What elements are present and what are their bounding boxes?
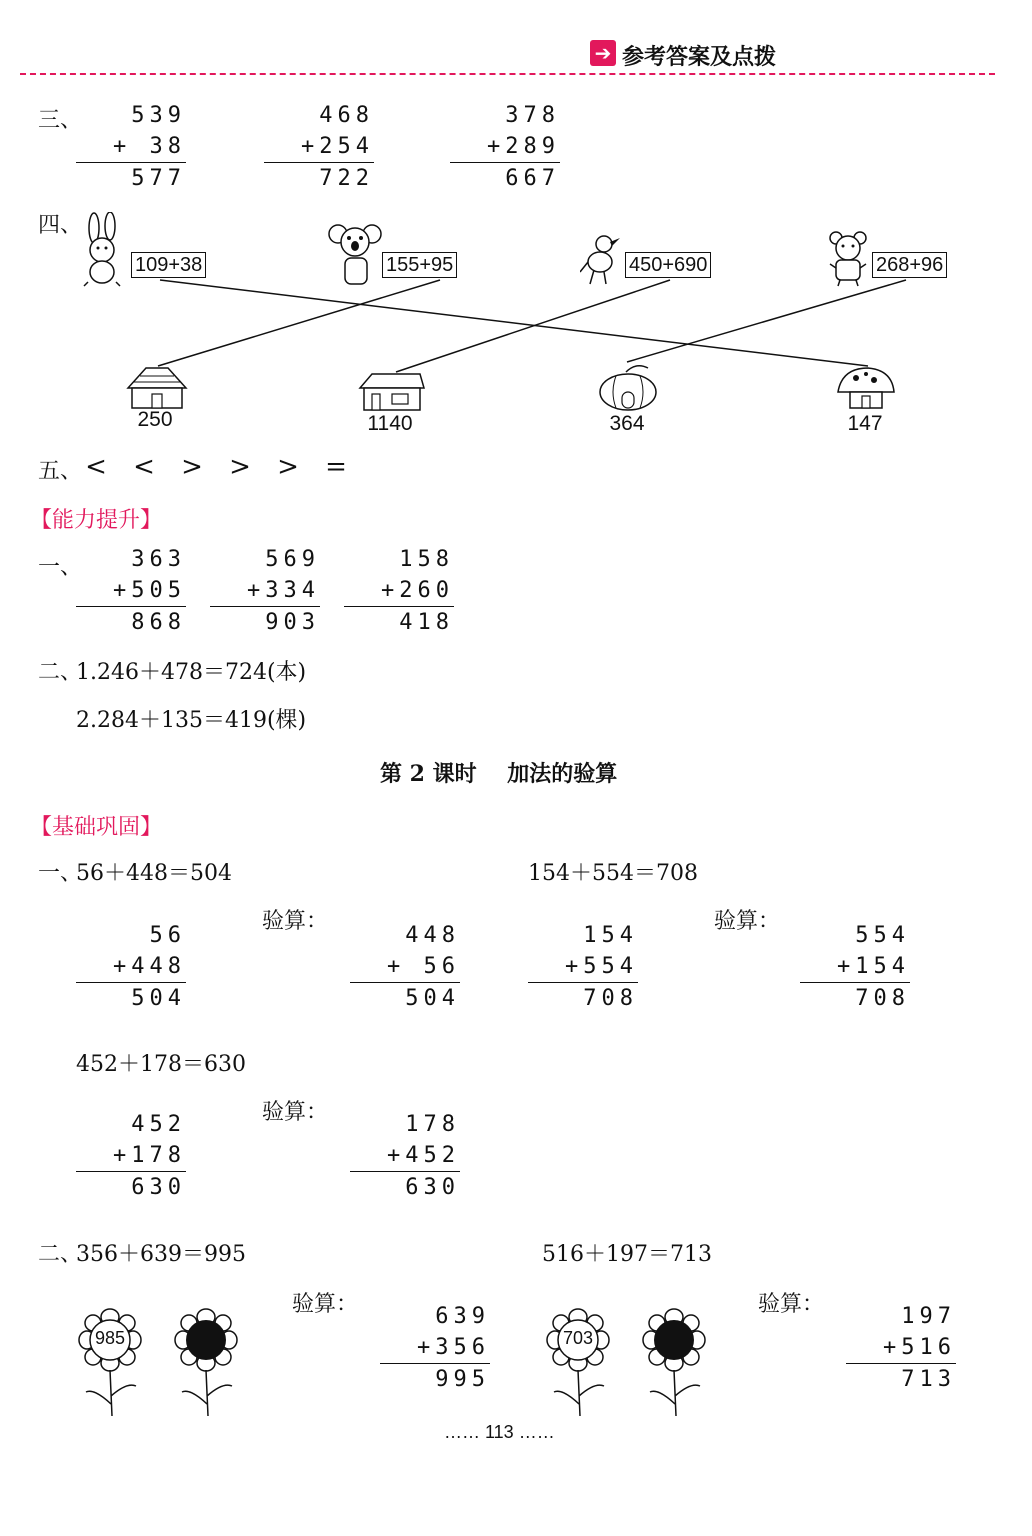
basic-q1-label: 一、 xyxy=(38,861,83,886)
equation: 452＋178＝630 xyxy=(76,1052,246,1077)
equation: 154＋554＝708 xyxy=(528,861,698,886)
vertical-addition: 448 + 56 504 xyxy=(350,920,460,1014)
vertical-addition: 158 +260 418 xyxy=(344,544,454,638)
header-divider xyxy=(20,73,995,75)
expr-card: 155+95 xyxy=(382,252,457,278)
rabbit-icon xyxy=(78,212,130,288)
basic-q2-label: 二、 xyxy=(38,1242,83,1267)
vertical-addition: 378 +289 667 xyxy=(450,100,560,194)
expr-card: 109+38 xyxy=(131,252,206,278)
page-number: …… 113 …… xyxy=(444,1422,555,1442)
section-heading-ability: 【能力提升】 xyxy=(30,508,163,533)
check-label: 验算： xyxy=(262,909,329,934)
koala-icon xyxy=(328,220,384,288)
lesson-title: 第 2 课时 加法的验算 xyxy=(380,761,618,787)
vertical-addition: 452 +178 630 xyxy=(76,1109,186,1203)
house-icon xyxy=(124,364,190,412)
q3-label: 三、 xyxy=(38,108,83,133)
header-title: 参考答案及点拨 xyxy=(622,45,777,70)
section-heading-basic: 【基础巩固】 xyxy=(30,815,163,840)
vertical-addition: 468 +254 722 xyxy=(264,100,374,194)
flower-icon xyxy=(72,1308,148,1418)
answer-line: 2.284＋135＝419(棵) xyxy=(76,708,307,733)
arrow-right-icon: ➔ xyxy=(590,40,616,66)
bear-icon xyxy=(824,230,872,288)
equation: 56＋448＝504 xyxy=(76,861,232,886)
flower-icon xyxy=(636,1308,712,1418)
match-line xyxy=(396,280,670,372)
house-number: 1140 xyxy=(367,412,413,435)
flower-number: 703 xyxy=(562,1328,594,1348)
house-number: 250 xyxy=(137,408,173,431)
flower-icon xyxy=(540,1308,616,1418)
equation: 356＋639＝995 xyxy=(76,1242,246,1267)
expr-card: 268+96 xyxy=(872,252,947,278)
check-label: 验算： xyxy=(714,909,781,934)
mushroom-house-icon xyxy=(834,366,896,410)
check-label: 验算： xyxy=(758,1292,825,1317)
answer-line: 1.246＋478＝724(本) xyxy=(76,660,307,685)
check-label: 验算： xyxy=(292,1292,359,1317)
vertical-addition: 56 +448 504 xyxy=(76,920,186,1014)
q4-label: 四、 xyxy=(38,213,83,238)
cottage-icon xyxy=(358,372,426,412)
flower-icon xyxy=(168,1308,244,1418)
ability-q1-label: 一、 xyxy=(38,555,83,580)
q5-label: 五、 xyxy=(38,459,83,484)
comparison-answers: < < > > > = xyxy=(85,452,347,482)
vertical-addition: 197 +516 713 xyxy=(846,1301,956,1395)
ability-q2-label: 二、 xyxy=(38,660,83,685)
vertical-addition: 569 +334 903 xyxy=(210,544,320,638)
flower-number: 985 xyxy=(94,1328,126,1348)
vertical-addition: 178 +452 630 xyxy=(350,1109,460,1203)
vertical-addition: 363 +505 868 xyxy=(76,544,186,638)
vertical-addition: 554 +154 708 xyxy=(800,920,910,1014)
match-line xyxy=(627,280,906,362)
check-label: 验算： xyxy=(262,1100,329,1125)
vertical-addition: 639 +356 995 xyxy=(380,1301,490,1395)
match-line xyxy=(158,280,440,366)
vertical-addition: 154 +554 708 xyxy=(528,920,638,1014)
vertical-addition: 539 + 38 577 xyxy=(76,100,186,194)
pumpkin-house-icon xyxy=(596,362,662,412)
expr-card: 450+690 xyxy=(625,252,711,278)
bird-icon xyxy=(580,232,624,286)
house-number: 147 xyxy=(847,412,883,435)
equation: 516＋197＝713 xyxy=(542,1242,712,1267)
house-number: 364 xyxy=(609,412,645,435)
